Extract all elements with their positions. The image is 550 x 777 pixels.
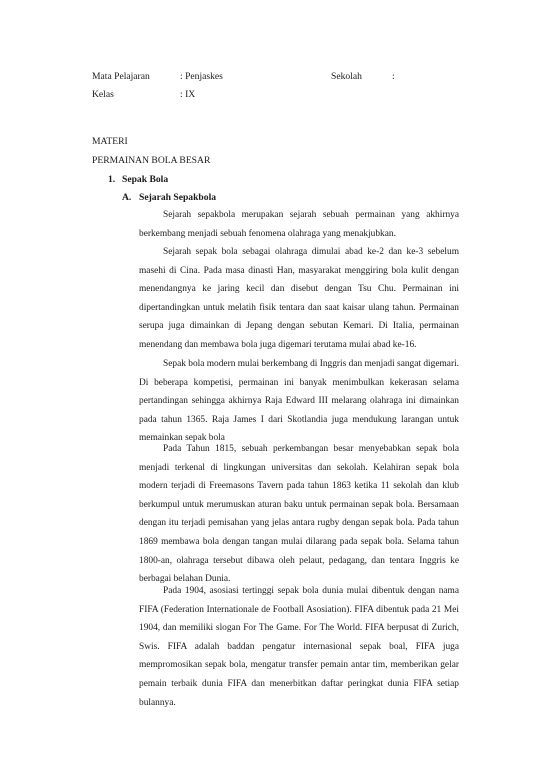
topic-title: PERMAINAN BOLA BESAR [92, 155, 211, 166]
paragraph-4: Pada Tahun 1815, sebuah perkembangan besar menyebabkan sepak bola menjadi terkenal di lingkungan universitas dan sekolah. Kelahiran sepak bola modern terjadi di Freemasons Tavern pada tahun 1863 ketika 11 sekolah dan klub berkumpul untuk merumuskan aturan baku untuk permainan sepak bola. Bersamaan dengan itu terjadi pemisahan yang jelas antara rugby dengan sepak bola. Pada tahun 1869 membawa bola dengan tangan mulai dilarang pada sepak bola. Selama tahun 1800-an, olahraga tersebut dibawa oleh pelaut, pedagang, dan tentara Inggris ke berbagai belahan Dunia. [139, 444, 459, 585]
paragraph-5: Pada 1904, asosiasi tertinggi sepak bola dunia mulai dibentuk dengan nama FIFA (Federation Internationale de Football Asosiation). FIFA dibentuk pada 21 Mei 1904, dan memiliki slogan For The Game. For The World. FIFA berpusat di Zurich, Swis. FIFA adalah baddan pengatur internasional sepak boal, FIFA juga mempromosikan sepak bola, mengatur transfer pemain antar tim, memberikan gelar pemain terbaik dunia FIFA dan menerbitkan daftar peringkat dunia FIFA setiap bulannya. [139, 586, 459, 708]
paragraph-2: Sejarah sepak bola sebagai olahraga dimulai abad ke-2 dan ke-3 sebelum masehi di Cina. Pada masa dinasti Han, masyarakat menggiring bola kulit dengan menendangnya ke jaring kecil dan disebut dengan Tsu Chu. Permainan ini dipertandingkan untuk melatih fisik tentara dan saat kaisar ulang tahun. Permainan serupa juga dimainkan di Jepang dengan sebutan Kemari. Di Italia, permainan menendang dan membawa bola juga digemari terutama mulai abad ke-16. [139, 247, 459, 350]
school-label: Sekolah [331, 71, 362, 82]
paragraph-3: Sepak bola modern mulai berkembang di Inggris dan menjadi sangat digemari. Di beberapa kompetisi, permainan ini banyak menimbulkan kekerasan selama pertandingan sehingga akhirnya Raja Edward III melarang olahraga ini dimainkan pada tahun 1365. Raja James I dari Skotlandia juga mendukung larangan untuk memainkan sepak bola [139, 359, 460, 444]
sub-title: Sejarah Sepakbola [139, 192, 217, 203]
sub-letter: A. [122, 192, 132, 203]
school-value: : [392, 71, 395, 82]
item-title: Sepak Bola [122, 174, 169, 185]
class-label: Kelas [92, 89, 114, 100]
subject-value: : Penjaskes [180, 71, 223, 82]
subject-label: Mata Pelajaran [92, 71, 150, 82]
class-value: : IX [180, 89, 196, 100]
item-number: 1. [108, 174, 116, 185]
paragraph-1: Sejarah sepakbola merupakan sejarah sebuah permainan yang akhirnya berkembang menjadi sebuah fenomena olahraga yang menakjubkan. [139, 210, 459, 239]
materi-heading: MATERI [92, 136, 128, 147]
